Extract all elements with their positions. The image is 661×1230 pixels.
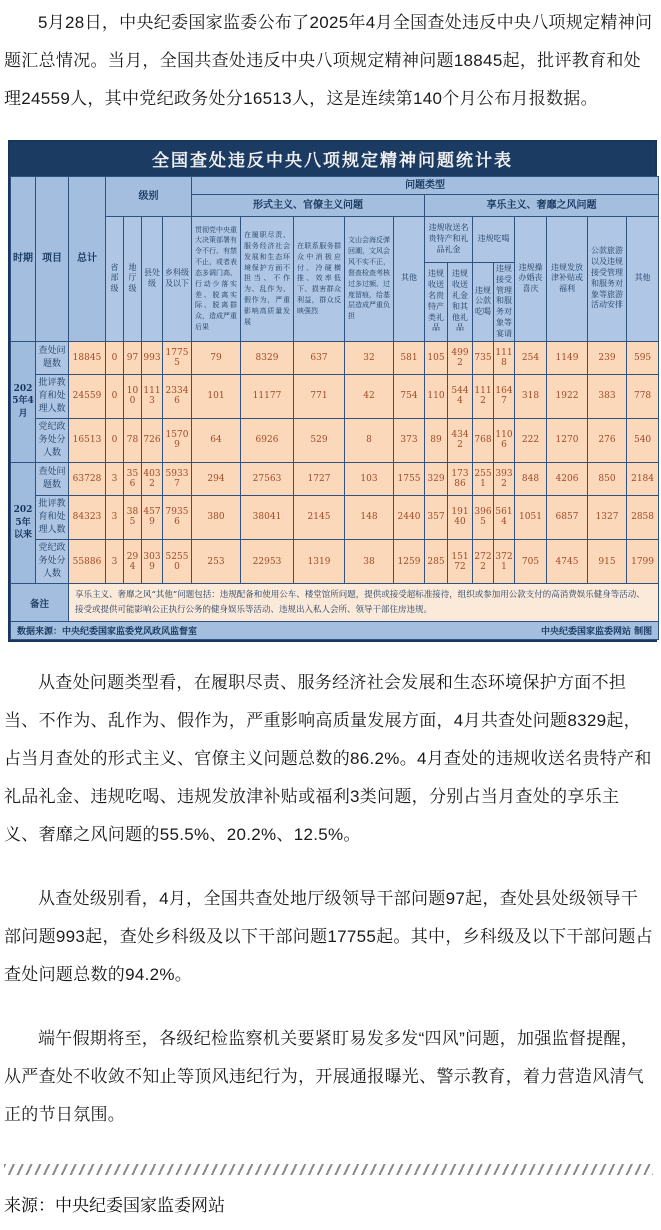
value-cell: 4579 [142, 495, 163, 539]
col-header-eating-banquet: 违规接受管理和服务对象等宴请 [494, 263, 515, 342]
row-label: 党纪政务处分人数 [36, 418, 69, 462]
value-cell: 0 [106, 374, 124, 418]
remark-row [11, 584, 659, 622]
value-cell: 89 [425, 418, 448, 462]
col-header-allowance: 违规发放津补贴或福利 [547, 217, 588, 342]
value-cell: 59337 [163, 462, 192, 495]
statistics-table [8, 140, 657, 642]
value-cell: 79356 [163, 495, 192, 539]
col-header-level-province: 省部级 [106, 217, 124, 342]
value-cell: 1113 [142, 374, 163, 418]
value-cell: 38 [345, 540, 394, 584]
table-row [11, 418, 659, 462]
value-cell: 8 [345, 418, 394, 462]
value-cell: 380 [192, 495, 241, 539]
value-cell: 1922 [547, 374, 588, 418]
value-cell: 294 [124, 540, 142, 584]
value-cell: 637 [294, 341, 345, 374]
table-row [11, 341, 659, 374]
value-cell: 2440 [394, 495, 425, 539]
value-cell: 1319 [294, 540, 345, 584]
value-cell: 17755 [163, 341, 192, 374]
value-cell: 19140 [448, 495, 473, 539]
col-header-level-group: 级别 [106, 177, 192, 217]
col-header-formalism-group: 形式主义、官僚主义问题 [192, 195, 425, 217]
col-header-level-county: 县处级 [142, 217, 163, 342]
value-cell: 1647 [494, 374, 515, 418]
col-header-hedonism-group: 享乐主义、奢靡之风问题 [425, 195, 659, 217]
col-header-level-prefecture: 地厅级 [124, 217, 142, 342]
col-header-item: 项目 [36, 177, 69, 342]
col-header-formalism-3: 在联系服务群众中消极应付、冷硬横推、效率低下、损害群众利益，群众反映强烈 [294, 217, 345, 342]
value-cell: 1259 [394, 540, 425, 584]
header-row-3 [11, 217, 659, 263]
col-header-level-township: 乡科级及以下 [163, 217, 192, 342]
paragraph-levels: 从查处级别看，4月，全国共查处地厅级领导干部问题97起，查处县处级领导干部问题993起，查处乡科级及以下干部问题17755起。其中，乡科级及以下干部问题占查处问题总数的94.2%。 [4, 889, 653, 985]
value-cell: 3721 [494, 540, 515, 584]
col-header-total: 总计 [69, 177, 106, 342]
value-cell: 705 [515, 540, 547, 584]
value-cell: 540 [627, 418, 659, 462]
value-cell: 239 [588, 341, 627, 374]
value-cell: 993 [142, 341, 163, 374]
col-header-travel: 公款旅游以及违规接受管理和服务对象等旅游活动安排 [588, 217, 627, 342]
value-cell: 254 [515, 341, 547, 374]
value-cell: 915 [588, 540, 627, 584]
value-cell: 15172 [448, 540, 473, 584]
paragraph-holiday: 端午假期将至，各级纪检监察机关要紧盯易发多发“四风”问题，加强监督提醒，从严查处不收敛不知止等顶风违纪行为，开展通报曝光、警示教育，着力营造风清气正的节日氛围。 [4, 1029, 645, 1125]
value-cell: 3932 [494, 462, 515, 495]
col-header-period: 时期 [11, 177, 36, 342]
table-body [11, 341, 659, 584]
value-cell: 2184 [627, 462, 659, 495]
col-header-gifts-group: 违规收送名贵特产和礼品礼金 [425, 217, 473, 263]
value-cell: 529 [294, 418, 345, 462]
value-cell: 357 [425, 495, 448, 539]
period-cell: 2025年4月 [11, 341, 36, 462]
source-row [11, 622, 659, 640]
value-cell: 4032 [142, 462, 163, 495]
col-header-problem-type: 问题类型 [192, 177, 659, 195]
value-cell: 3 [106, 462, 124, 495]
value-cell: 148 [345, 495, 394, 539]
value-cell: 4342 [448, 418, 473, 462]
value-cell: 385 [124, 495, 142, 539]
value-cell: 1118 [494, 341, 515, 374]
value-cell: 754 [394, 374, 425, 418]
value-cell: 276 [588, 418, 627, 462]
value-cell: 8329 [241, 341, 294, 374]
value-cell: 64 [192, 418, 241, 462]
value-cell: 23346 [163, 374, 192, 418]
value-cell: 15709 [163, 418, 192, 462]
value-cell: 3965 [473, 495, 494, 539]
value-cell: 16513 [69, 418, 106, 462]
row-label: 查处问题数 [36, 462, 69, 495]
data-source-left: 数据来源：中央纪委国家监委党风政风监督室 [17, 627, 198, 638]
value-cell: 850 [588, 462, 627, 495]
value-cell: 101 [192, 374, 241, 418]
value-cell: 771 [294, 374, 345, 418]
value-cell: 103 [345, 462, 394, 495]
value-cell: 2145 [294, 495, 345, 539]
value-cell: 6857 [547, 495, 588, 539]
footer-source: 来源：中央纪委国家监委网站 [4, 1196, 225, 1216]
value-cell: 100 [124, 374, 142, 418]
col-header-gifts-cash: 违规收送礼金和其他礼品 [448, 263, 473, 342]
remark-label: 备注 [11, 584, 69, 622]
col-header-gifts-specialty: 违规收送名贵特产类礼品 [425, 263, 448, 342]
value-cell: 1327 [588, 495, 627, 539]
value-cell: 97 [124, 341, 142, 374]
value-cell: 52550 [163, 540, 192, 584]
value-cell: 105 [425, 341, 448, 374]
value-cell: 778 [627, 374, 659, 418]
value-cell: 1799 [627, 540, 659, 584]
value-cell: 84323 [69, 495, 106, 539]
value-cell: 848 [515, 462, 547, 495]
col-header-eating-group: 违规吃喝 [473, 217, 515, 263]
intro-paragraph: 5月28日，中央纪委国家监委公布了2025年4月全国查处违反中央八项规定精神问题汇总情况。当月，全国共查处违反中央八项规定精神问题18845起，批评教育和处理24559人，其中党纪政务处分16513人，这是连续第140个月公布月报数据。 [4, 13, 653, 108]
value-cell: 27563 [241, 462, 294, 495]
value-cell: 4992 [448, 341, 473, 374]
value-cell: 581 [394, 341, 425, 374]
table-row [11, 540, 659, 584]
value-cell: 18845 [69, 341, 106, 374]
hatched-divider [4, 1164, 653, 1175]
value-cell: 3039 [142, 540, 163, 584]
row-label: 查处问题数 [36, 341, 69, 374]
value-cell: 11177 [241, 374, 294, 418]
value-cell: 1051 [515, 495, 547, 539]
value-cell: 38041 [241, 495, 294, 539]
value-cell: 42 [345, 374, 394, 418]
row-label: 党纪政务处分人数 [36, 540, 69, 584]
table-title: 全国查处违反中央八项规定精神问题统计表 [10, 142, 655, 176]
value-cell: 55886 [69, 540, 106, 584]
value-cell: 79 [192, 341, 241, 374]
row-label: 批评教育和处理人数 [36, 374, 69, 418]
table-row [11, 495, 659, 539]
value-cell: 5614 [494, 495, 515, 539]
value-cell: 768 [473, 418, 494, 462]
value-cell: 726 [142, 418, 163, 462]
value-cell: 1727 [294, 462, 345, 495]
value-cell: 32 [345, 341, 394, 374]
value-cell: 3 [106, 495, 124, 539]
col-header-eating-public: 违规公款吃喝 [473, 263, 494, 342]
value-cell: 1270 [547, 418, 588, 462]
value-cell: 383 [588, 374, 627, 418]
value-cell: 1755 [394, 462, 425, 495]
data-source-right: 中央纪委国家监委网站 制图 [541, 627, 653, 638]
col-header-formalism-other: 其他 [394, 217, 425, 342]
col-header-formalism-1: 贯彻党中央重大决策部署有令不行、有禁不止，或者表态多调门高、行动少落实差、脱离实际、脱离群众，造成严重后果 [192, 217, 241, 342]
paragraph-problem-types: 从查处问题类型看，在履职尽责、服务经济社会发展和生态环境保护方面不担当、不作为、乱作为、假作为，严重影响高质量发展方面，4月共查处问题8329起，占当月查处的形式主义、官僚主义问题总数的86.2%。4月查处的违规收送名贵特产和礼品礼金、违规吃喝、违规发放津补贴或福利3类问题，分别占当月查处的享乐主义、奢靡之风问题的55.5%、20.2%、12.5%。 [4, 673, 652, 845]
value-cell: 373 [394, 418, 425, 462]
col-header-formalism-2: 在履职尽责、服务经济社会发展和生态环境保护方面不担当、不作为、乱作为、假作为，严重影响高质量发展 [241, 217, 294, 342]
value-cell: 1112 [473, 374, 494, 418]
value-cell: 222 [515, 418, 547, 462]
value-cell: 2551 [473, 462, 494, 495]
col-header-hedonism-other: 其他 [627, 217, 659, 342]
row-label: 批评教育和处理人数 [36, 495, 69, 539]
col-header-wedding: 违规操办婚丧喜庆 [515, 217, 547, 342]
value-cell: 24559 [69, 374, 106, 418]
value-cell: 2722 [473, 540, 494, 584]
value-cell: 5444 [448, 374, 473, 418]
table-row [11, 462, 659, 495]
value-cell: 6926 [241, 418, 294, 462]
value-cell: 17386 [448, 462, 473, 495]
value-cell: 1106 [494, 418, 515, 462]
table-row [11, 374, 659, 418]
remark-text: 享乐主义、奢靡之风“其他”问题包括：违规配备和使用公车、楼堂馆所问题，提供或接受超标准接待，组织或参加用公款支付的高消费娱乐健身等活动、接受或提供可能影响公正执行公务的健身娱乐等活动、违规出入私人会所、领导干部住房违规。 [69, 584, 659, 622]
value-cell: 3 [106, 540, 124, 584]
value-cell: 735 [473, 341, 494, 374]
value-cell: 0 [106, 341, 124, 374]
value-cell: 63728 [69, 462, 106, 495]
value-cell: 356 [124, 462, 142, 495]
value-cell: 285 [425, 540, 448, 584]
col-header-formalism-4: 文山会海反弹回潮，文风会风不实不正，督查检查考核过多过频、过度留痕，给基层造成严重负担 [345, 217, 394, 342]
header-row-1 [11, 177, 659, 195]
value-cell: 294 [192, 462, 241, 495]
value-cell: 110 [425, 374, 448, 418]
value-cell: 78 [124, 418, 142, 462]
value-cell: 2858 [627, 495, 659, 539]
value-cell: 329 [425, 462, 448, 495]
value-cell: 595 [627, 341, 659, 374]
period-cell: 2025年以来 [11, 462, 36, 583]
value-cell: 253 [192, 540, 241, 584]
value-cell: 4206 [547, 462, 588, 495]
value-cell: 318 [515, 374, 547, 418]
value-cell: 0 [106, 418, 124, 462]
value-cell: 22953 [241, 540, 294, 584]
value-cell: 4745 [547, 540, 588, 584]
value-cell: 1149 [547, 341, 588, 374]
